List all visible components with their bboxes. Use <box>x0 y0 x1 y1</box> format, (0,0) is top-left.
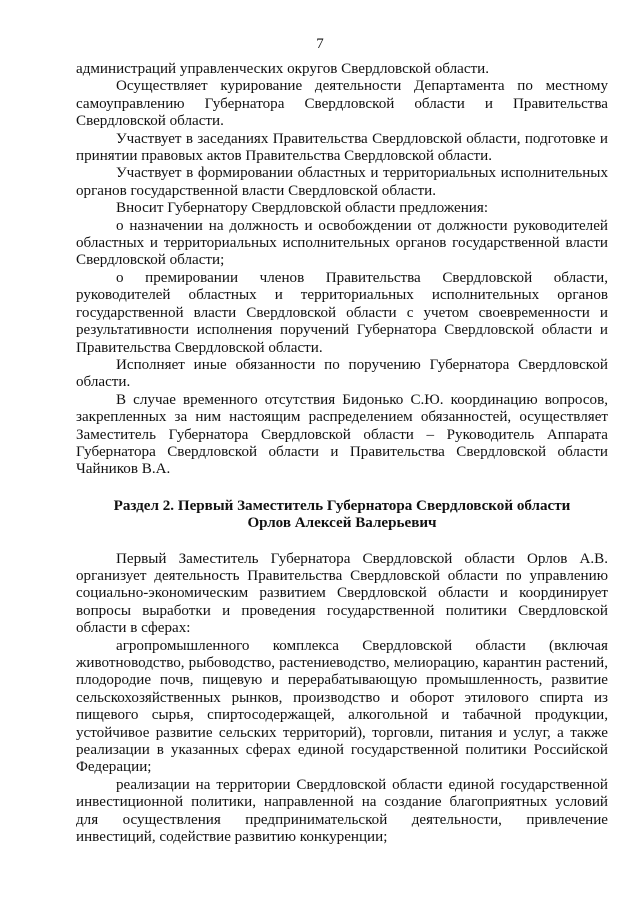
paragraph-other-duties: Исполняет иные обязанности по поручению Губернатора Свердловской области. <box>76 356 608 391</box>
section-heading <box>76 498 608 533</box>
paragraph-formation: Участвует в формировании областных и территориальных исполнительных органов государственной власти Свердловской области. <box>76 165 608 199</box>
section-title: Раздел 2. Первый Заместитель Губернатора Свердловской области <box>113 497 571 514</box>
page-number: 7 <box>316 36 324 52</box>
list-item-agro: агропромышленного комплекса Свердловской области (включая животноводство, рыбоводство, растениеводство, мелиорацию, карантин растений, плодородие почв, пищевую и перерабатывающую промышленность, развитие сельскохозяйственных рынков, производство и оборот этилового спирта из пищевого сырья, спиртосодержащей, алкогольной и табачной продукции, устойчивое развитие сельских территорий), торговли, питания и услуг, а также реализации в указанных сферах единой государственной политики Российской Федерации; <box>76 637 608 776</box>
list-item-appointment: о назначении на должность и освобождении от должности руководителей областных и территориальных исполнительных органов государственной власти Свердловской области; <box>76 217 608 269</box>
paragraph-meetings: Участвует в заседаниях Правительства Свердловской области, подготовке и принятии правовых актов Правительства Свердловской области. <box>76 130 608 165</box>
list-item-bonuses: о премировании членов Правительства Свердловской области, руководителей областных и территориальных исполнительных органов государственной власти Свердловской области с учетом своевременности и результативности исполнения поручений Губернатора Свердловской области и Правительства Свердловской области. <box>76 269 608 356</box>
paragraph-curation: Осуществляет курирование деятельности Департамента по местному самоуправлению Губернатора Свердловской области и Правительства Свердловской области. <box>76 78 608 130</box>
paragraph-absence: В случае временного отсутствия Бидонько С.Ю. координацию вопросов, закрепленных за ним настоящим распределением обязанностей, осуществляет Заместитель Губернатора Свердловской области – Руководитель Аппарата Губернатора Свердловской области и Правительства Свердловской области Чайников В.А. <box>76 391 608 478</box>
section-person-name: Орлов Алексей Валерьевич <box>247 515 437 532</box>
paragraph-continuation: администраций управленческих округов Свердловской области. <box>76 61 489 77</box>
paragraph-proposals: Вносит Губернатору Свердловской области предложения: <box>116 200 489 217</box>
paragraph-organizes: Первый Заместитель Губернатора Свердловской области Орлов А.В. организует деятельность Правительства Свердловской области по управлению социально-экономическим развитием Свердловской области и координирует вопросы выработки и проведения государственной политики Свердловской области в сферах: <box>76 550 608 637</box>
list-item-investment: реализации на территории Свердловской области единой государственной инвестиционной политики, направленной на создание благоприятных условий для осуществления предпринимательской деятельности, привлечение инвестиций, содействие развитию конкуренции; <box>76 776 608 846</box>
document-body <box>76 61 608 846</box>
